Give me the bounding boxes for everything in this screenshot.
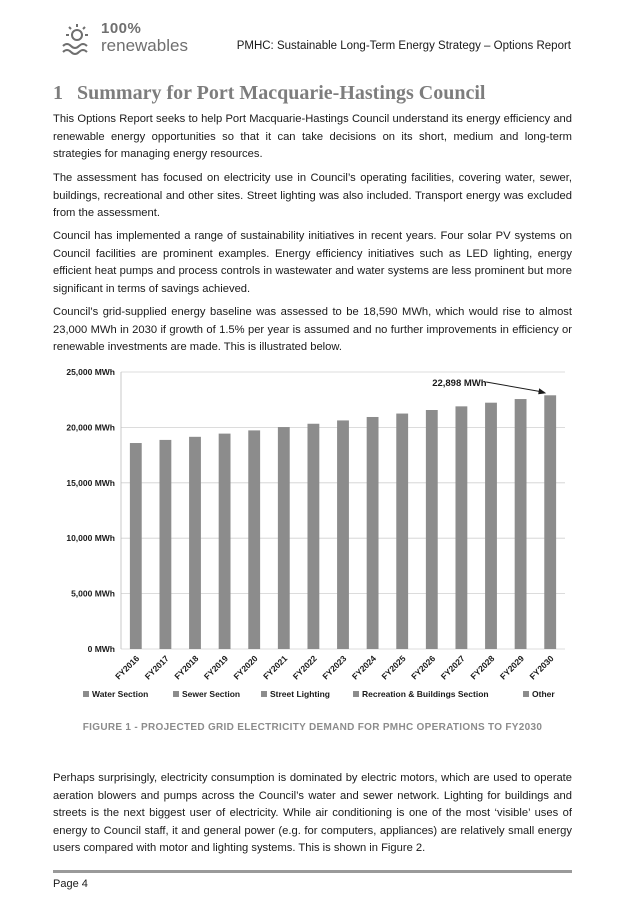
x-tick-label: FY2016 bbox=[113, 653, 142, 682]
paragraph-consumption: Perhaps surprisingly, electricity consumption is dominated by electric motors, which are used to operate aeration blowers and pumps across the Council’s water and sewer network. Lighting for buildings and streets is the next biggest user of electricity. While air conditioning is one of the most ‘visible’ uses of energy to Council staff, it and general power (e.g. for computers, appliances) are relatively small energy users compared with motor and lighting systems. This is shown in Figure 2. bbox=[53, 772, 572, 855]
legend-swatch bbox=[523, 691, 529, 697]
annotation-arrowhead bbox=[538, 388, 546, 394]
bar-fy2018 bbox=[189, 437, 201, 649]
bar-fy2027 bbox=[455, 406, 467, 649]
x-tick-label: FY2018 bbox=[172, 653, 201, 682]
logo-sun-wave-icon bbox=[57, 22, 97, 58]
bar-fy2016 bbox=[130, 443, 142, 649]
paragraph-intro: This Options Report seeks to help Port Macquarie-Hastings Council understand its energy efficiency and renewable energy opportunities so that it can take decisions on its short, medium and long-term strategies for managing energy resources. bbox=[53, 113, 572, 161]
chart-annotation: 22,898 MWh bbox=[432, 378, 487, 389]
bar-fy2022 bbox=[307, 424, 319, 649]
paragraph-baseline: Council’s grid-supplied energy baseline was assessed to be 18,590 MWh, which would rise to almost 23,000 MWh in 2030 if growth of 1.5% per year is assumed and no further improvements in efficiency or renewable investments are made. This is illustrated below. bbox=[53, 306, 572, 354]
x-tick-label: FY2020 bbox=[231, 653, 260, 682]
y-tick-label: 20,000 MWh bbox=[66, 422, 115, 433]
x-tick-label: FY2021 bbox=[261, 653, 290, 682]
y-tick-label: 0 MWh bbox=[87, 644, 115, 654]
x-tick-label: FY2026 bbox=[409, 653, 438, 682]
chart-legend bbox=[83, 689, 555, 699]
chart-annotation-group bbox=[432, 378, 546, 394]
legend-swatch bbox=[353, 691, 359, 697]
logo-text-bottom: renewables bbox=[101, 36, 188, 55]
bar-fy2026 bbox=[426, 410, 438, 649]
logo-text-top: 100% bbox=[101, 20, 142, 37]
x-tick-label: FY2027 bbox=[438, 653, 467, 682]
x-tick-label: FY2025 bbox=[379, 653, 408, 682]
section-title: Summary for Port Macquarie-Hastings Council bbox=[77, 82, 486, 104]
bar-fy2029 bbox=[515, 399, 527, 649]
bar-fy2019 bbox=[219, 434, 231, 649]
bar-fy2030 bbox=[544, 395, 556, 649]
legend-swatch bbox=[173, 691, 179, 697]
chart-y-ticks bbox=[66, 367, 115, 654]
bar-fy2025 bbox=[396, 414, 408, 649]
x-tick-label: FY2024 bbox=[349, 653, 379, 682]
bar-fy2021 bbox=[278, 427, 290, 649]
x-tick-label: FY2019 bbox=[201, 653, 231, 682]
figure-caption: FIGURE 1 - PROJECTED GRID ELECTRICITY DEMAND FOR PMHC OPERATIONS TO FY2030 bbox=[82, 722, 543, 733]
legend-label: Recreation & Buildings Section bbox=[362, 689, 489, 699]
bar-fy2028 bbox=[485, 403, 497, 649]
x-tick-label: FY2030 bbox=[527, 653, 556, 682]
y-tick-label: 15,000 MWh bbox=[66, 477, 115, 488]
bar-fy2020 bbox=[248, 430, 260, 649]
legend-label: Other bbox=[532, 689, 555, 699]
y-tick-label: 25,000 MWh bbox=[66, 367, 115, 377]
legend-label: Sewer Section bbox=[182, 689, 241, 699]
footer-divider bbox=[53, 870, 572, 873]
page-number: Page 4 bbox=[53, 878, 88, 890]
x-tick-label: FY2017 bbox=[142, 653, 171, 682]
x-tick-label: FY2028 bbox=[468, 653, 497, 682]
section-heading bbox=[53, 82, 486, 105]
legend-label: Street Lighting bbox=[270, 689, 330, 699]
chart-bars bbox=[130, 395, 556, 649]
x-tick-label: FY2022 bbox=[290, 653, 319, 682]
annotation-arrow bbox=[486, 382, 544, 392]
bar-fy2024 bbox=[367, 417, 379, 649]
legend-swatch bbox=[261, 691, 267, 697]
bar-fy2023 bbox=[337, 420, 349, 649]
legend-swatch bbox=[83, 691, 89, 697]
energy-demand-chart bbox=[53, 362, 573, 710]
section-number: 1 bbox=[53, 82, 63, 104]
y-tick-label: 10,000 MWh bbox=[66, 533, 115, 544]
x-tick-label: FY2029 bbox=[497, 653, 527, 682]
x-tick-label: FY2023 bbox=[320, 653, 349, 682]
paragraph-initiatives: Council has implemented a range of sustainability initiatives in recent years. Four solar PV systems on Council facilities are prominent examples. Energy efficiency initiatives such as LED lighting, energy efficient heat pumps and process controls in wastewater and water systems are less prominent but more significant in terms of savings achieved. bbox=[53, 230, 572, 295]
legend-label: Water Section bbox=[92, 689, 149, 699]
logo bbox=[55, 18, 225, 62]
bar-fy2017 bbox=[159, 440, 171, 649]
chart-x-ticks bbox=[113, 653, 556, 681]
page-header bbox=[55, 18, 575, 62]
document-title: PMHC: Sustainable Long-Term Energy Strategy – Options Report bbox=[236, 40, 571, 52]
y-tick-label: 5,000 MWh bbox=[71, 588, 115, 599]
paragraph-assessment: The assessment has focused on electricity use in Council’s operating facilities, covering water, sewer, buildings, recreational and other sites. Street lighting was also included. Transport energy was excluded from the assessment. bbox=[53, 172, 572, 220]
